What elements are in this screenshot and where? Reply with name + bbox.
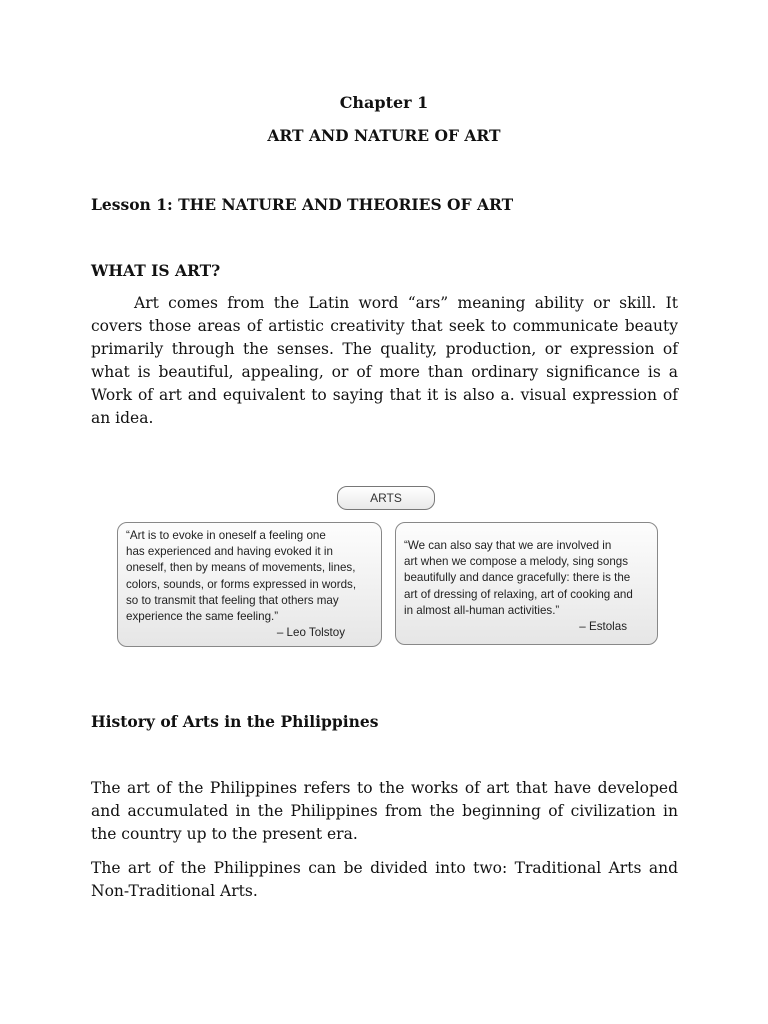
history-heading: History of Arts in the Philippines <box>91 712 379 731</box>
history-paragraph-1: The art of the Philippines refers to the works of art that have developed and accumulated in the Philippines from the beginning of civilization in the country up to the present era. <box>91 779 678 843</box>
history-paragraph-2: The art of the Philippines can be divided into two: Traditional Arts and Non-Traditional Arts. <box>91 859 678 900</box>
quote-line: colors, sounds, or forms expressed in words, <box>126 577 357 591</box>
quote-author: – Leo Tolstoy <box>276 626 345 640</box>
quote-line: in almost all-human activities.” <box>404 603 560 617</box>
quote-line: so to transmit that feeling that others may <box>126 593 339 607</box>
quote-line: art of dressing of relaxing, art of cooking and <box>404 587 633 601</box>
quote-author: – Estolas <box>579 620 627 634</box>
quote-line: beautifully and dance gracefully: there is the <box>404 571 631 585</box>
chapter-title: ART AND NATURE OF ART <box>267 126 501 145</box>
lesson-heading: Lesson 1: THE NATURE AND THEORIES OF ART <box>91 195 514 214</box>
chapter-number: Chapter 1 <box>339 93 429 112</box>
quote-box-tolstoy <box>117 522 382 647</box>
quote-line: oneself, then by means of movements, lines, <box>126 561 356 575</box>
quote-line: “We can also say that we are involved in <box>404 539 612 552</box>
quote-line: “Art is to evoke in oneself a feeling one <box>126 529 326 542</box>
what-is-art-paragraph <box>91 292 678 430</box>
quote-line: has experienced and having evoked it in <box>126 545 333 559</box>
quote-line: experience the same feeling.” <box>126 610 279 624</box>
arts-diagram-label: ARTS <box>337 486 435 510</box>
section-heading: WHAT IS ART? <box>91 261 221 280</box>
quote-line: art when we compose a melody, sing songs <box>404 555 629 569</box>
what-is-art-text: Art comes from the Latin word “ars” meaning ability or skill. It covers those areas of artistic creativity that seek to communicate beauty primarily through the senses. The quality, production, or expression of what is beautiful, appealing, or of more than ordinary significance is a Work of art and equivalent to saying that it is also a. visual expression of an idea. <box>91 294 678 427</box>
quote-box-estolas <box>395 522 658 645</box>
